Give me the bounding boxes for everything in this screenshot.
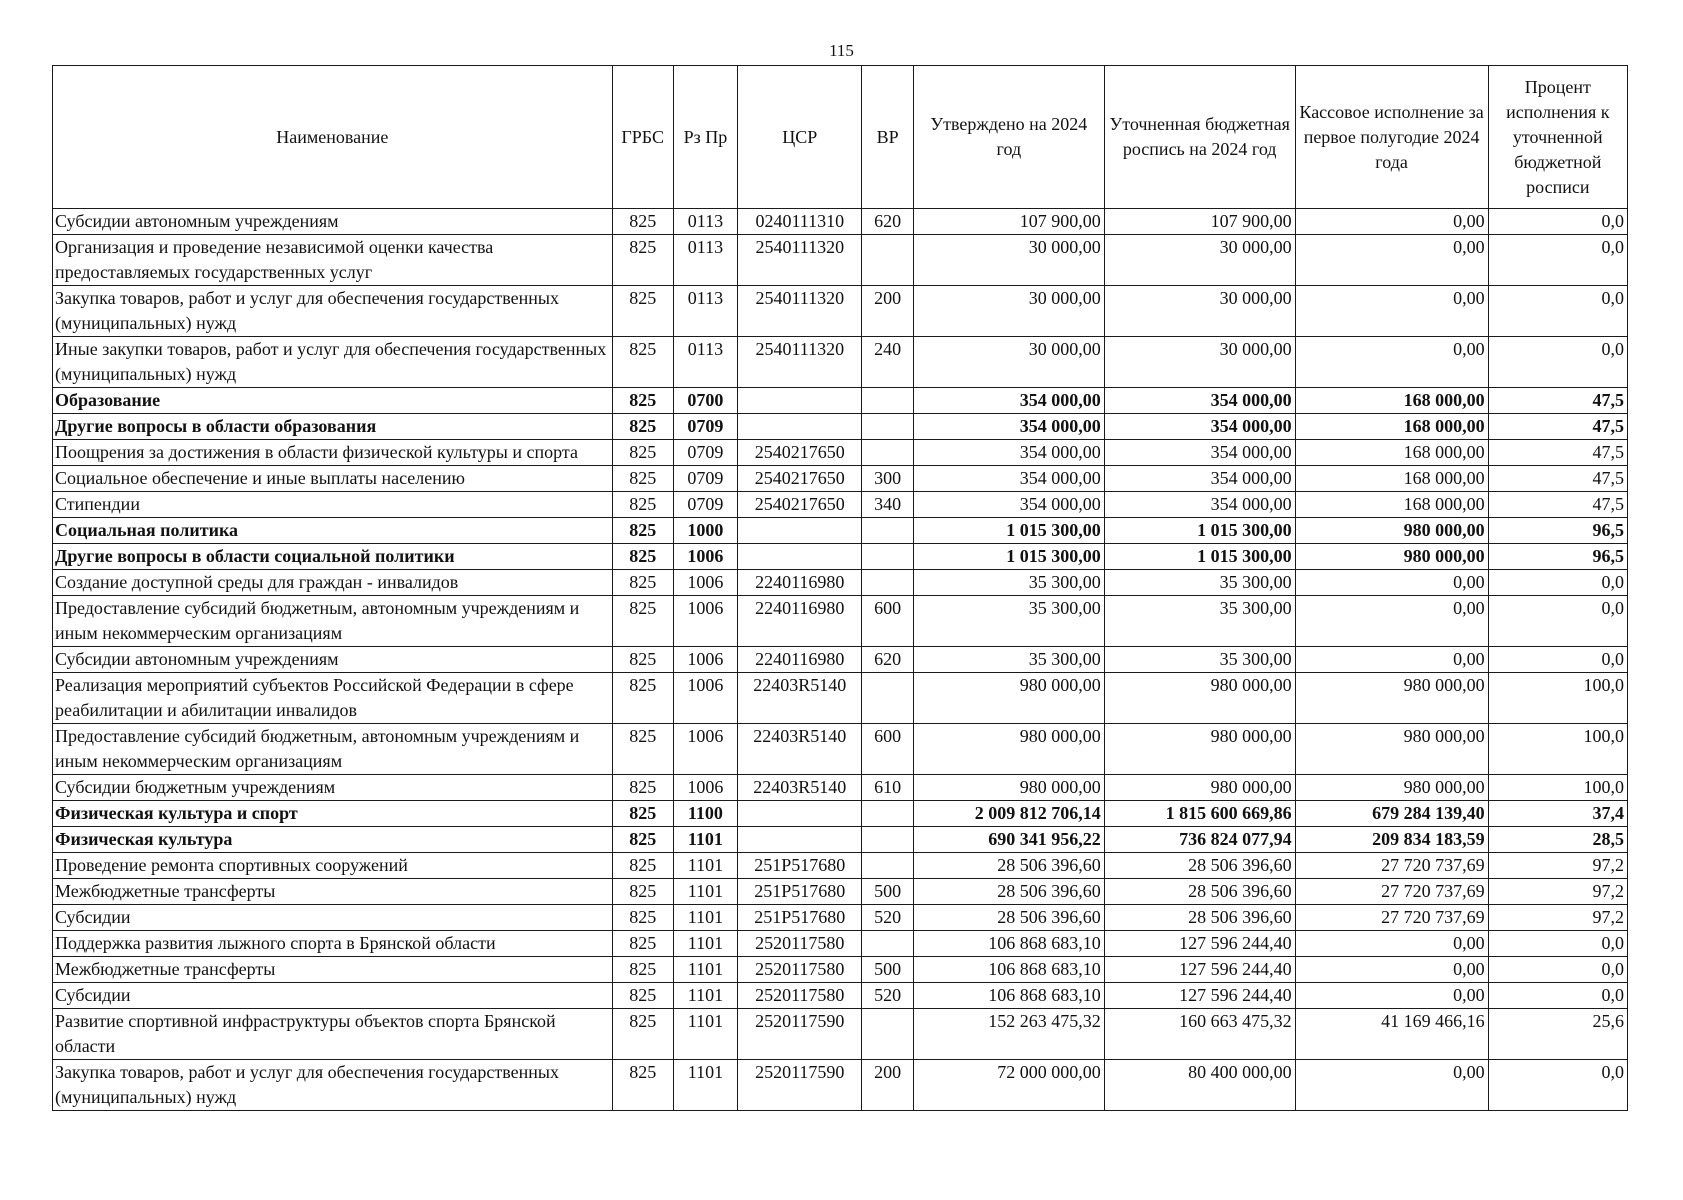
cell-csr: [738, 801, 862, 827]
cell-grbs: 825: [612, 466, 673, 492]
cell-grbs: 825: [612, 905, 673, 931]
cell-vr: [862, 801, 913, 827]
cell-refined: 35 300,00: [1104, 647, 1295, 673]
cell-refined: 980 000,00: [1104, 775, 1295, 801]
cell-grbs: 825: [612, 724, 673, 775]
cell-grbs: 825: [612, 673, 673, 724]
cell-refined: 35 300,00: [1104, 596, 1295, 647]
cell-rzpr: 1101: [673, 1060, 737, 1111]
table-body: [53, 209, 1628, 1111]
cell-percent: 25,6: [1488, 1009, 1627, 1060]
cell-refined: 1 015 300,00: [1104, 518, 1295, 544]
cell-name: Межбюджетные трансферты: [53, 879, 613, 905]
cell-approved: 72 000 000,00: [913, 1060, 1104, 1111]
cell-name: Субсидии: [53, 983, 613, 1009]
cell-cash: 27 720 737,69: [1295, 879, 1488, 905]
cell-percent: 47,5: [1488, 414, 1627, 440]
cell-grbs: 825: [612, 647, 673, 673]
cell-percent: 47,5: [1488, 466, 1627, 492]
cell-refined: 354 000,00: [1104, 492, 1295, 518]
cell-vr: 500: [862, 957, 913, 983]
cell-grbs: 825: [612, 388, 673, 414]
cell-csr: 2540217650: [738, 440, 862, 466]
cell-csr: 2240116980: [738, 647, 862, 673]
cell-grbs: 825: [612, 518, 673, 544]
cell-vr: [862, 1009, 913, 1060]
cell-percent: 97,2: [1488, 853, 1627, 879]
cell-rzpr: 1101: [673, 905, 737, 931]
cell-grbs: 825: [612, 235, 673, 286]
cell-percent: 100,0: [1488, 724, 1627, 775]
cell-vr: [862, 544, 913, 570]
cell-cash: 980 000,00: [1295, 724, 1488, 775]
cell-percent: 100,0: [1488, 673, 1627, 724]
table-row: [53, 209, 1628, 235]
cell-vr: 200: [862, 1060, 913, 1111]
cell-refined: 107 900,00: [1104, 209, 1295, 235]
cell-vr: [862, 673, 913, 724]
cell-cash: 0,00: [1295, 1060, 1488, 1111]
cell-vr: 300: [862, 466, 913, 492]
cell-rzpr: 0113: [673, 286, 737, 337]
cell-approved: 1 015 300,00: [913, 518, 1104, 544]
table-row: [53, 931, 1628, 957]
cell-rzpr: 0709: [673, 492, 737, 518]
cell-name: Поощрения за достижения в области физической культуры и спорта: [53, 440, 613, 466]
cell-percent: 0,0: [1488, 286, 1627, 337]
cell-grbs: 825: [612, 492, 673, 518]
cell-csr: 2540111320: [738, 235, 862, 286]
table-row: [53, 983, 1628, 1009]
cell-refined: 354 000,00: [1104, 466, 1295, 492]
cell-csr: 2520117590: [738, 1060, 862, 1111]
cell-grbs: 825: [612, 775, 673, 801]
cell-rzpr: 0700: [673, 388, 737, 414]
header-grbs: ГРБС: [612, 66, 673, 209]
cell-name: Субсидии автономным учреждениям: [53, 209, 613, 235]
cell-refined: 1 015 300,00: [1104, 544, 1295, 570]
cell-rzpr: 1101: [673, 931, 737, 957]
cell-rzpr: 1000: [673, 518, 737, 544]
cell-csr: 2520117580: [738, 931, 862, 957]
table-row: [53, 879, 1628, 905]
cell-rzpr: 1101: [673, 853, 737, 879]
cell-csr: 22403R5140: [738, 775, 862, 801]
cell-refined: 354 000,00: [1104, 414, 1295, 440]
cell-approved: 354 000,00: [913, 388, 1104, 414]
cell-name: Субсидии: [53, 905, 613, 931]
cell-approved: 35 300,00: [913, 596, 1104, 647]
cell-name: Стипендии: [53, 492, 613, 518]
cell-cash: 0,00: [1295, 957, 1488, 983]
table-row: [53, 673, 1628, 724]
table-row: [53, 440, 1628, 466]
cell-refined: 30 000,00: [1104, 235, 1295, 286]
cell-csr: 0240111310: [738, 209, 862, 235]
cell-vr: [862, 235, 913, 286]
cell-csr: 2240116980: [738, 596, 862, 647]
cell-percent: 0,0: [1488, 209, 1627, 235]
cell-refined: 354 000,00: [1104, 388, 1295, 414]
table-header-row: [53, 66, 1628, 209]
cell-percent: 97,2: [1488, 905, 1627, 931]
cell-refined: 35 300,00: [1104, 570, 1295, 596]
cell-approved: 28 506 396,60: [913, 905, 1104, 931]
cell-csr: 22403R5140: [738, 724, 862, 775]
table-row: [53, 775, 1628, 801]
cell-name: Создание доступной среды для граждан - инвалидов: [53, 570, 613, 596]
cell-rzpr: 1006: [673, 596, 737, 647]
header-percent: Процент исполнения к уточненной бюджетной росписи: [1488, 66, 1627, 209]
cell-refined: 980 000,00: [1104, 673, 1295, 724]
table-row: [53, 544, 1628, 570]
cell-name: Физическая культура: [53, 827, 613, 853]
cell-grbs: 825: [612, 1060, 673, 1111]
cell-grbs: 825: [612, 983, 673, 1009]
table-row: [53, 853, 1628, 879]
cell-refined: 30 000,00: [1104, 286, 1295, 337]
cell-approved: 354 000,00: [913, 414, 1104, 440]
cell-percent: 0,0: [1488, 1060, 1627, 1111]
cell-refined: 160 663 475,32: [1104, 1009, 1295, 1060]
cell-csr: [738, 388, 862, 414]
cell-name: Закупка товаров, работ и услуг для обеспечения государственных (муниципальных) нужд: [53, 1060, 613, 1111]
cell-cash: 0,00: [1295, 570, 1488, 596]
header-vr: ВР: [862, 66, 913, 209]
cell-grbs: 825: [612, 570, 673, 596]
cell-cash: 168 000,00: [1295, 492, 1488, 518]
cell-csr: 2520117580: [738, 957, 862, 983]
cell-refined: 1 815 600 669,86: [1104, 801, 1295, 827]
header-approved: Утверждено на 2024 год: [913, 66, 1104, 209]
cell-grbs: 825: [612, 957, 673, 983]
cell-approved: 354 000,00: [913, 492, 1104, 518]
table-row: [53, 388, 1628, 414]
cell-vr: [862, 827, 913, 853]
cell-vr: 610: [862, 775, 913, 801]
cell-grbs: 825: [612, 209, 673, 235]
cell-name: Предоставление субсидий бюджетным, автономным учреждениям и иным некоммерческим организациям: [53, 724, 613, 775]
cell-cash: 0,00: [1295, 286, 1488, 337]
cell-refined: 980 000,00: [1104, 724, 1295, 775]
cell-percent: 47,5: [1488, 492, 1627, 518]
cell-csr: [738, 827, 862, 853]
cell-vr: 520: [862, 983, 913, 1009]
cell-cash: 679 284 139,40: [1295, 801, 1488, 827]
cell-approved: 2 009 812 706,14: [913, 801, 1104, 827]
cell-name: Иные закупки товаров, работ и услуг для обеспечения государственных (муниципальных) нужд: [53, 337, 613, 388]
cell-approved: 30 000,00: [913, 286, 1104, 337]
cell-refined: 354 000,00: [1104, 440, 1295, 466]
cell-rzpr: 1101: [673, 879, 737, 905]
table-row: [53, 492, 1628, 518]
cell-cash: 980 000,00: [1295, 673, 1488, 724]
header-rzpr: Рз Пр: [673, 66, 737, 209]
cell-vr: 200: [862, 286, 913, 337]
cell-approved: 30 000,00: [913, 235, 1104, 286]
cell-percent: 0,0: [1488, 957, 1627, 983]
cell-grbs: 825: [612, 440, 673, 466]
cell-grbs: 825: [612, 827, 673, 853]
cell-vr: 600: [862, 596, 913, 647]
cell-percent: 0,0: [1488, 337, 1627, 388]
cell-refined: 127 596 244,40: [1104, 931, 1295, 957]
cell-grbs: 825: [612, 879, 673, 905]
cell-csr: 251P517680: [738, 905, 862, 931]
cell-percent: 0,0: [1488, 596, 1627, 647]
cell-cash: 0,00: [1295, 596, 1488, 647]
cell-rzpr: 0709: [673, 440, 737, 466]
cell-name: Поддержка развития лыжного спорта в Брянской области: [53, 931, 613, 957]
cell-percent: 0,0: [1488, 570, 1627, 596]
cell-csr: 2520117580: [738, 983, 862, 1009]
cell-vr: [862, 518, 913, 544]
cell-csr: 2240116980: [738, 570, 862, 596]
cell-csr: 2520117590: [738, 1009, 862, 1060]
cell-approved: 690 341 956,22: [913, 827, 1104, 853]
cell-refined: 127 596 244,40: [1104, 983, 1295, 1009]
cell-refined: 80 400 000,00: [1104, 1060, 1295, 1111]
cell-csr: 2540111320: [738, 286, 862, 337]
cell-name: Образование: [53, 388, 613, 414]
cell-name: Предоставление субсидий бюджетным, автономным учреждениям и иным некоммерческим организациям: [53, 596, 613, 647]
cell-vr: [862, 440, 913, 466]
cell-approved: 106 868 683,10: [913, 931, 1104, 957]
cell-csr: 251P517680: [738, 879, 862, 905]
cell-cash: 168 000,00: [1295, 388, 1488, 414]
cell-rzpr: 1101: [673, 1009, 737, 1060]
cell-cash: 980 000,00: [1295, 544, 1488, 570]
cell-cash: 0,00: [1295, 931, 1488, 957]
cell-cash: 27 720 737,69: [1295, 853, 1488, 879]
header-csr: ЦСР: [738, 66, 862, 209]
table-row: [53, 647, 1628, 673]
cell-vr: 620: [862, 209, 913, 235]
cell-rzpr: 1006: [673, 724, 737, 775]
cell-percent: 0,0: [1488, 931, 1627, 957]
table-row: [53, 414, 1628, 440]
cell-rzpr: 1100: [673, 801, 737, 827]
cell-grbs: 825: [612, 931, 673, 957]
cell-approved: 106 868 683,10: [913, 983, 1104, 1009]
cell-cash: 168 000,00: [1295, 414, 1488, 440]
table-row: [53, 827, 1628, 853]
cell-csr: [738, 414, 862, 440]
cell-csr: 22403R5140: [738, 673, 862, 724]
cell-refined: 28 506 396,60: [1104, 905, 1295, 931]
cell-percent: 100,0: [1488, 775, 1627, 801]
table-row: [53, 518, 1628, 544]
cell-csr: [738, 544, 862, 570]
cell-rzpr: 0709: [673, 466, 737, 492]
cell-percent: 96,5: [1488, 518, 1627, 544]
cell-refined: 30 000,00: [1104, 337, 1295, 388]
table-row: [53, 337, 1628, 388]
cell-grbs: 825: [612, 853, 673, 879]
cell-rzpr: 0113: [673, 209, 737, 235]
cell-grbs: 825: [612, 801, 673, 827]
cell-rzpr: 1006: [673, 570, 737, 596]
cell-cash: 0,00: [1295, 647, 1488, 673]
cell-name: Физическая культура и спорт: [53, 801, 613, 827]
cell-vr: 600: [862, 724, 913, 775]
cell-approved: 152 263 475,32: [913, 1009, 1104, 1060]
cell-approved: 35 300,00: [913, 570, 1104, 596]
cell-rzpr: 1006: [673, 544, 737, 570]
cell-name: Социальная политика: [53, 518, 613, 544]
table-row: [53, 1009, 1628, 1060]
cell-name: Субсидии автономным учреждениям: [53, 647, 613, 673]
cell-name: Проведение ремонта спортивных сооружений: [53, 853, 613, 879]
cell-cash: 168 000,00: [1295, 440, 1488, 466]
cell-approved: 30 000,00: [913, 337, 1104, 388]
cell-percent: 47,5: [1488, 388, 1627, 414]
cell-refined: 127 596 244,40: [1104, 957, 1295, 983]
cell-vr: 520: [862, 905, 913, 931]
cell-approved: 354 000,00: [913, 466, 1104, 492]
table-row: [53, 801, 1628, 827]
cell-rzpr: 0113: [673, 337, 737, 388]
cell-approved: 354 000,00: [913, 440, 1104, 466]
cell-cash: 0,00: [1295, 983, 1488, 1009]
cell-rzpr: 1006: [673, 673, 737, 724]
cell-vr: [862, 853, 913, 879]
cell-vr: 500: [862, 879, 913, 905]
header-name: Наименование: [53, 66, 613, 209]
cell-name: Организация и проведение независимой оценки качества предоставляемых государственных услуг: [53, 235, 613, 286]
table-row: [53, 466, 1628, 492]
budget-table: [52, 65, 1628, 1111]
cell-rzpr: 1006: [673, 775, 737, 801]
cell-percent: 96,5: [1488, 544, 1627, 570]
cell-percent: 37,4: [1488, 801, 1627, 827]
cell-rzpr: 1006: [673, 647, 737, 673]
cell-name: Социальное обеспечение и иные выплаты населению: [53, 466, 613, 492]
header-cash: Кассовое исполнение за первое полугодие 2024 года: [1295, 66, 1488, 209]
cell-cash: 0,00: [1295, 209, 1488, 235]
cell-vr: [862, 414, 913, 440]
cell-vr: [862, 388, 913, 414]
cell-percent: 97,2: [1488, 879, 1627, 905]
cell-cash: 27 720 737,69: [1295, 905, 1488, 931]
table-row: [53, 957, 1628, 983]
cell-rzpr: 1101: [673, 983, 737, 1009]
cell-grbs: 825: [612, 544, 673, 570]
cell-cash: 209 834 183,59: [1295, 827, 1488, 853]
cell-approved: 28 506 396,60: [913, 853, 1104, 879]
cell-approved: 980 000,00: [913, 775, 1104, 801]
cell-approved: 1 015 300,00: [913, 544, 1104, 570]
cell-name: Другие вопросы в области социальной политики: [53, 544, 613, 570]
cell-rzpr: 0113: [673, 235, 737, 286]
cell-refined: 28 506 396,60: [1104, 853, 1295, 879]
cell-cash: 980 000,00: [1295, 775, 1488, 801]
cell-csr: 2540217650: [738, 492, 862, 518]
cell-name: Закупка товаров, работ и услуг для обеспечения государственных (муниципальных) нужд: [53, 286, 613, 337]
cell-cash: 0,00: [1295, 337, 1488, 388]
cell-approved: 35 300,00: [913, 647, 1104, 673]
cell-grbs: 825: [612, 414, 673, 440]
table-row: [53, 286, 1628, 337]
cell-percent: 28,5: [1488, 827, 1627, 853]
table-row: [53, 570, 1628, 596]
cell-rzpr: 1101: [673, 957, 737, 983]
cell-rzpr: 1101: [673, 827, 737, 853]
cell-rzpr: 0709: [673, 414, 737, 440]
cell-approved: 980 000,00: [913, 724, 1104, 775]
cell-cash: 168 000,00: [1295, 466, 1488, 492]
cell-vr: [862, 570, 913, 596]
cell-vr: 340: [862, 492, 913, 518]
cell-refined: 28 506 396,60: [1104, 879, 1295, 905]
table-row: [53, 905, 1628, 931]
cell-name: Субсидии бюджетным учреждениям: [53, 775, 613, 801]
cell-csr: 2540111320: [738, 337, 862, 388]
cell-name: Реализация мероприятий субъектов Российской Федерации в сфере реабилитации и абилитации инвалидов: [53, 673, 613, 724]
table-row: [53, 596, 1628, 647]
cell-approved: 980 000,00: [913, 673, 1104, 724]
cell-approved: 28 506 396,60: [913, 879, 1104, 905]
cell-grbs: 825: [612, 596, 673, 647]
cell-csr: 2540217650: [738, 466, 862, 492]
cell-percent: 0,0: [1488, 235, 1627, 286]
cell-csr: [738, 518, 862, 544]
cell-percent: 47,5: [1488, 440, 1627, 466]
cell-vr: 620: [862, 647, 913, 673]
page-number: 115: [829, 41, 854, 60]
cell-name: Межбюджетные трансферты: [53, 957, 613, 983]
cell-approved: 106 868 683,10: [913, 957, 1104, 983]
cell-cash: 0,00: [1295, 235, 1488, 286]
cell-vr: 240: [862, 337, 913, 388]
cell-name: Развитие спортивной инфраструктуры объектов спорта Брянской области: [53, 1009, 613, 1060]
cell-cash: 41 169 466,16: [1295, 1009, 1488, 1060]
cell-grbs: 825: [612, 337, 673, 388]
header-refined: Уточненная бюджетная роспись на 2024 год: [1104, 66, 1295, 209]
cell-percent: 0,0: [1488, 647, 1627, 673]
cell-approved: 107 900,00: [913, 209, 1104, 235]
table-row: [53, 724, 1628, 775]
cell-vr: [862, 931, 913, 957]
cell-grbs: 825: [612, 286, 673, 337]
cell-refined: 736 824 077,94: [1104, 827, 1295, 853]
cell-percent: 0,0: [1488, 983, 1627, 1009]
cell-csr: 251P517680: [738, 853, 862, 879]
table-row: [53, 1060, 1628, 1111]
cell-name: Другие вопросы в области образования: [53, 414, 613, 440]
cell-grbs: 825: [612, 1009, 673, 1060]
table-row: [53, 235, 1628, 286]
cell-cash: 980 000,00: [1295, 518, 1488, 544]
